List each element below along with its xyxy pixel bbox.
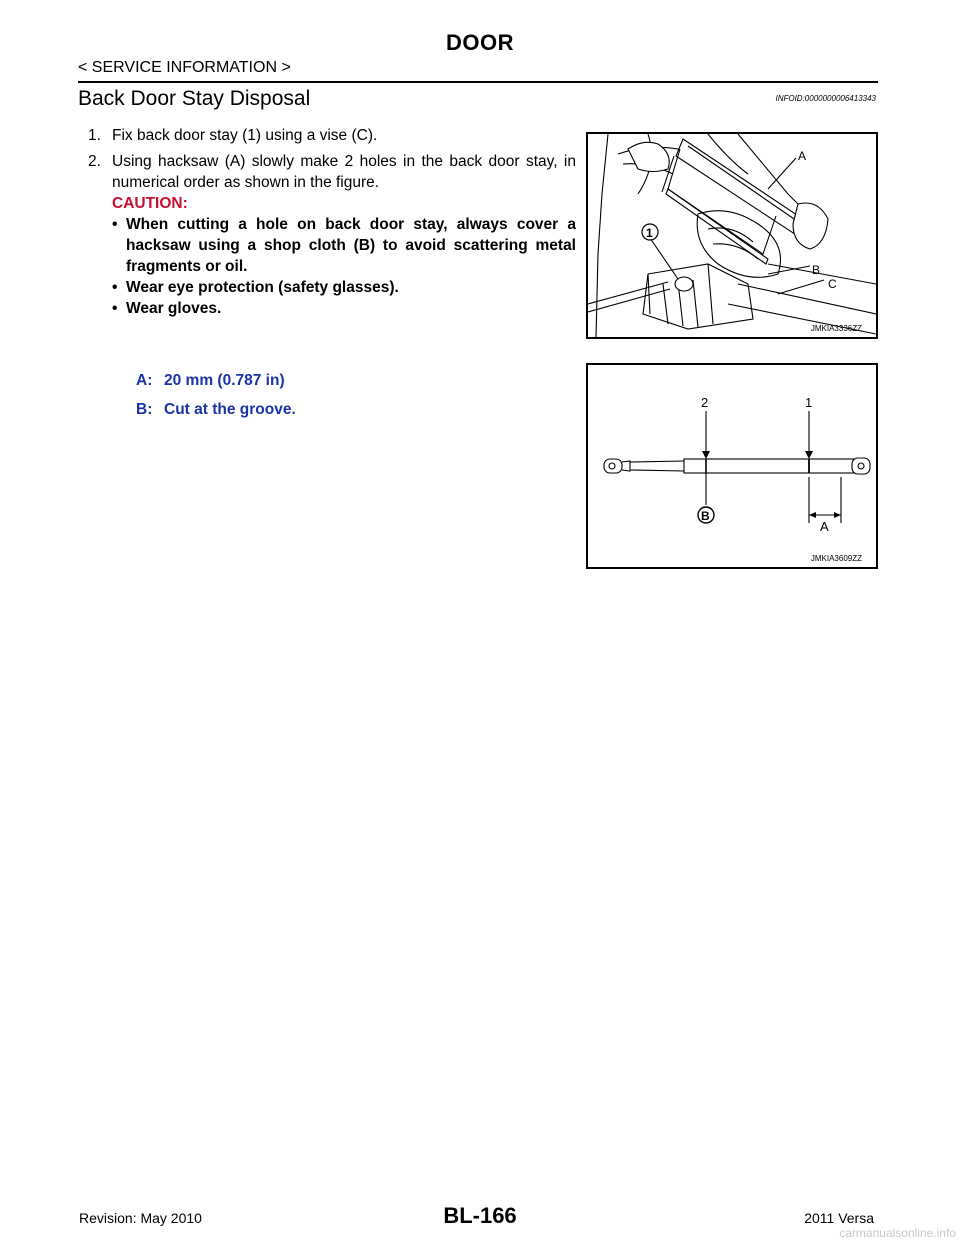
callout-b: B [701,509,710,523]
figure-stay-cut-points [586,363,878,569]
callout-c: C [828,277,837,291]
caution-list [112,214,576,319]
watermark: carmanualsonline.info [839,1226,956,1240]
figure-code: JMKIA3609ZZ [810,554,862,563]
step-number: 1. [88,127,101,144]
header-rule [78,81,878,83]
callout-1: 1 [646,226,653,240]
caution-item: • Wear gloves. [112,298,576,319]
step-text: Using hacksaw (A) slowly make 2 holes in the back door stay, in numerical order as shown in the figure. [112,153,576,191]
footer-model: 2011 Versa [804,1210,874,1226]
step-1 [88,125,377,146]
spec-a [136,372,285,390]
step-number: 2. [88,153,101,170]
figure-hacksaw-vise [586,132,878,339]
callout-a: A [820,519,829,534]
footer-page-number: BL-166 [443,1203,517,1228]
caution-block [88,193,576,319]
figure-code: JMKIA3336ZZ [810,324,862,333]
spec-b [136,401,296,419]
section-breadcrumb: < SERVICE INFORMATION > [78,59,291,76]
step-2 [88,151,576,319]
spec-value: Cut at the groove. [164,401,296,418]
callout-2: 2 [701,395,709,410]
spec-key: B: [136,401,153,418]
step-line [88,151,576,193]
callout-1: 1 [805,395,813,410]
chapter-title: DOOR [446,30,514,55]
caution-item: • When cutting a hole on back door stay, always cover a hacksaw using a shop cloth (B) to avoid scattering metal fragments or oil. [112,214,576,277]
info-id: INFOID:0000000006413343 [775,94,876,103]
spec-key: A: [136,372,153,389]
callout-a: A [798,149,807,163]
caution-label: CAUTION: [112,195,188,212]
caution-item: • Wear eye protection (safety glasses). [112,277,576,298]
step-text: Fix back door stay (1) using a vise (C). [112,127,378,144]
spec-value: 20 mm (0.787 in) [164,372,285,389]
footer-revision: Revision: May 2010 [79,1210,202,1226]
stay-diagram [588,365,876,567]
callout-b: B [812,263,821,277]
hacksaw-illustration [588,134,876,337]
article-heading: Back Door Stay Disposal [78,87,311,110]
